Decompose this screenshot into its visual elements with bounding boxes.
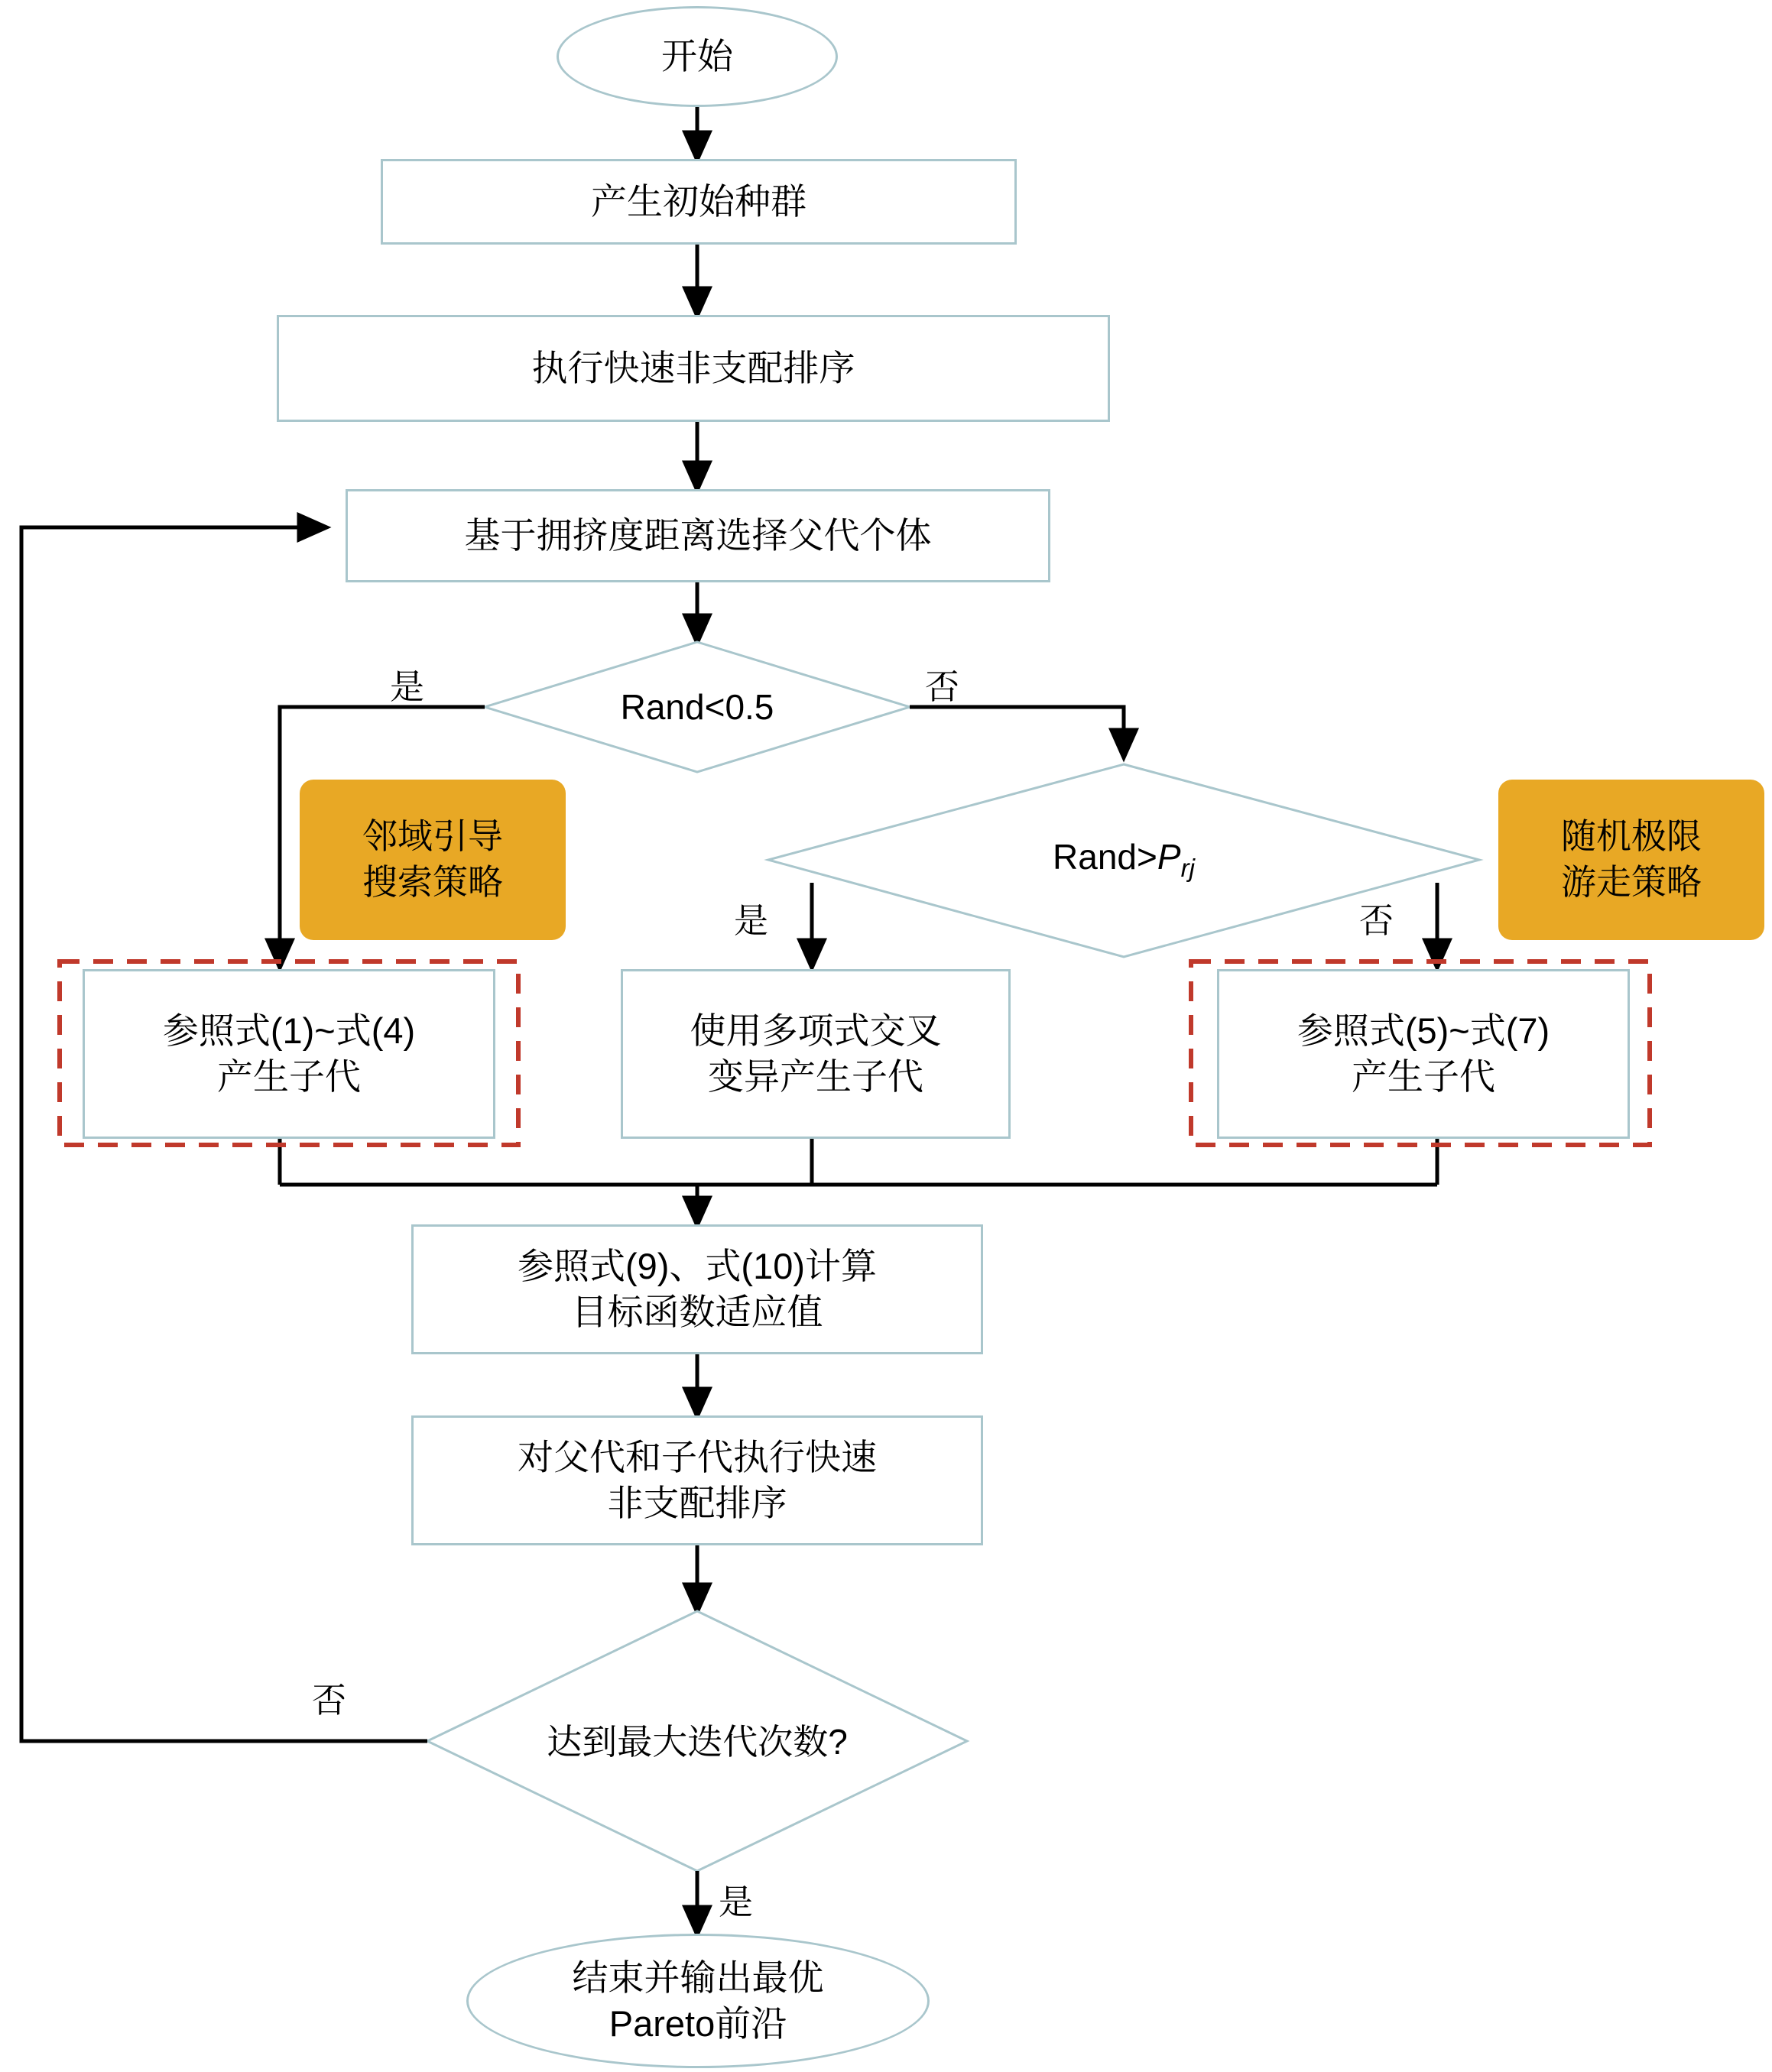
edge-label-rand-no: 否 [925,667,960,706]
node-offspring-left-line1: 参照式(1)~式(4) [162,1010,416,1051]
decision-iter-label [468,1715,927,1769]
node-fitness-line2: 目标函数适应值 [571,1292,823,1332]
node-offspring-right [1217,969,1630,1139]
edge-label-iter-no: 否 [312,1681,347,1720]
strategy-box-right [1498,780,1764,940]
decision-rand-text: Rand<0.5 [620,686,774,727]
edge-label-iter-yes: 是 [719,1882,754,1921]
node-offspring-middle-line2: 变异产生子代 [708,1056,923,1097]
node-sort-parent-child-line1: 对父代和子代执行快速 [518,1436,877,1477]
node-start-label: 开始 [661,35,733,76]
strategy-left-line2: 搜索策略 [362,862,503,902]
decision-prj-label [971,835,1277,885]
decision-prj-subscript: rj [1180,854,1195,883]
node-offspring-middle-line1: 使用多项式交叉 [690,1010,942,1051]
strategy-right-line1: 随机极限 [1561,816,1702,857]
node-sort-parent-child [411,1415,983,1545]
decision-iter-text: 达到最大迭代次数? [547,1721,848,1762]
edge-label-prj-yes: 是 [734,901,769,940]
node-select-parents [346,489,1050,582]
decision-rand-label [544,682,850,732]
strategy-right-line2: 游走策略 [1561,862,1702,902]
node-fitness [411,1224,983,1354]
edge-label-prj-no: 否 [1359,901,1394,940]
decision-prj-symbol: P [1157,836,1181,877]
node-end-line2: Pareto前沿 [609,2003,787,2044]
decision-prj-prefix: Rand> [1053,836,1157,877]
edge-label-rand-yes: 是 [390,667,425,706]
decision-prj-text [1053,835,1195,886]
node-init-population-label: 产生初始种群 [591,180,806,222]
node-init-population [381,159,1017,245]
node-end [466,1934,930,2068]
node-offspring-left [83,969,495,1139]
node-start [557,6,838,107]
node-select-parents-label: 基于拥挤度距离选择父代个体 [464,514,932,556]
node-offspring-right-line1: 参照式(5)~式(7) [1297,1010,1550,1051]
node-sort-parent-child-line2: 非支配排序 [607,1483,787,1523]
edge-rand-no [910,707,1124,757]
strategy-box-left [300,780,566,940]
node-offspring-middle [621,969,1011,1139]
node-fast-nondominated-sort [277,315,1110,422]
node-offspring-right-line2: 产生子代 [1352,1056,1495,1097]
node-fitness-line1: 参照式(9)、式(10)计算 [517,1245,878,1286]
node-fast-nondominated-sort-label: 执行快速非支配排序 [531,347,855,388]
node-end-line1: 结束并输出最优 [572,1957,824,1998]
node-offspring-left-line2: 产生子代 [217,1056,361,1097]
strategy-left-line1: 邻域引导 [362,816,503,857]
